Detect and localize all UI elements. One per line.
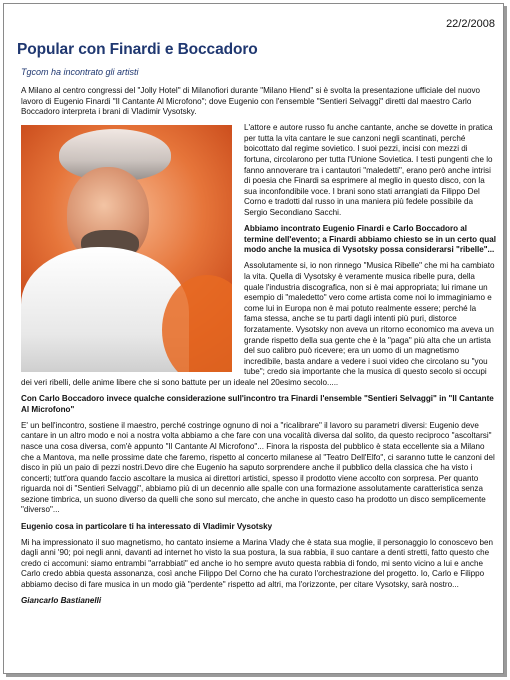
article-subtitle: Tgcom ha incontrato gli artisti bbox=[21, 67, 139, 77]
question-3: Eugenio cosa in particolare ti ha interessato di Vladimir Vysotsky bbox=[21, 521, 273, 531]
paragraph-vysotsky: L'attore e autore russo fu anche cantante, anche se dovette in pratica per tutta la vita cantare le sue canzoni negli scantinati, perché boicottato dal regime sovietico. I suoi pezzi, incisi con mezzi di fortuna, circolarono per tutta l'Unione Sovietica. I testi pungenti che lo fanno annoverare tra i cantautori "maledetti", erano però anche intrisi di poesia che Finardi sa esprimere al meglio in questo disco, con la sua inconfondibile voce. I brani sono stati arrangiati da Filippo Del Corno e tradotti dal russo in una maniera più fedele possibile da Sergio Secondiano Sacchi. bbox=[244, 123, 493, 218]
photo-shirt-shape bbox=[21, 247, 189, 372]
intro-paragraph: A Milano al centro congressi del "Jolly Hotel" di Milanofiori durante "Milano Hiend" si è svolta la presentazione ufficiale del nuovo lavoro di Eugenio Finardi "Il Cantante Al Microfono"; dove Eugenio con l'ensemble "Sentieri Selvaggi" diretti dal maestro Carlo Boccadoro interpreta i brani di Vladimir Vysotsky. bbox=[21, 86, 480, 117]
question-1: Abbiamo incontrato Eugenio Finardi e Carlo Boccadoro al termine dell'evento; a Finardi abbiamo chiesto se in un certo qual modo anche la musica di Vysotsky possa considerarsi "ribelle"... bbox=[244, 224, 496, 255]
article-date: 22/2/2008 bbox=[446, 18, 495, 30]
article-title: Popular con Finardi e Boccadoro bbox=[17, 41, 258, 58]
article-page bbox=[3, 3, 504, 674]
answer-1: Assolutamente si, io non rinnego "Musica Ribelle" che mi ha cambiato la vita. Quella di Vysotsky è veramente musica ribelle pura, della quale l'industria discografica, non si è mai appropriata; lui rimane un esempio di "maledetto" vero come artista come noi lo immaginiamo e come lui in Europa non è mai potuto realmente essere; perché la fama stessa, anche se tu parti dagli intenti più puri, distorce forzatamente. Vysotsky non aveva un ritorno economico ma aveva un grande rispetto della sua gente che è la "paga" più alta che un artista del suo calibro può ricevere; era un uomo di un magnetismo incredibile, basta andare a vedere i suoi video che circolano su "you tube"; credo sia importante che la musica di questo secolo si occupi dei veri ribelli, delle anime libere che si sono battute per un ideale nel 20esimo secolo..... bbox=[21, 261, 495, 387]
author-signature: Giancarlo Bastianelli bbox=[21, 596, 102, 606]
question-2: Con Carlo Boccadoro invece qualche considerazione sull'incontro tra Finardi l'ensemble "Sentieri Selvaggi" in "Il Cantante Al Microfono" bbox=[21, 394, 494, 414]
article-body bbox=[21, 86, 496, 612]
answer-3: Mi ha impressionato il suo magnetismo, ho cantato insieme a Marina Vlady che è stata sua moglie, il personaggio lo conoscevo ben dagli anni '90; poi negli anni, davanti ad internet ho visto la sua postura, la sua rabbia, il suo cantare a denti stretti, fatto questo che credo ci accomuni: siamo entrambi "arrabbiati" ed anche io ho sempre avuto questa rabbia di fondo, mi sento vicino a lui e anche Carlo credo abbia questa assonanza, così anche Filippo Del Corno che ha curato l'orchestrazione del progetto. Io, Carlo e Filippo abbiamo deciso di fare musica in un modo già "perdente" rispetto ad altri, ma l'orizzonte, per citare Vysotsky, sarà nostro... bbox=[21, 537, 493, 590]
artist-photo bbox=[21, 125, 232, 372]
answer-2: E' un bell'incontro, sostiene il maestro, perché costringe ognuno di noi a "ricalibrare" il lavoro su parametri diversi: Eugenio deve cantare in un altro modo e noi a nostra volta abbiamo a che fare con una vocalità diversa dal solito, da questo reciproco "ascoltarsi" nasce una cosa diversa, com'è appunto "Il Cantante Al Microfono"... Finora la risposta del pubblico è stata eccellente sia a Milano che a Mantova, ma nelle prossime date che faremo, rispetto al concerto milanese al "Teatro Dell'Elfo", ci saranno tutte le canzoni del disco in più un paio di pezzi nostri.Devo dire che Eugenio ha saputo sorprendere anche il pubblico della classica che ha visto i concerti; tutt'ora quando faccio ascoltare la musica ai direttori artistici, spesso il prodotto viene accolto con sorpresa. Per quanto riguarda noi di "Sentieri Selvaggi", abbiamo più di un decennio alle spalle con una formazione assolutamente caratteristica senza sezione timbrica, un suono diverso da quelli che sono sul mercato, che anche in questo caso ha prodotto un disco semplicemente "diverso"... bbox=[21, 420, 495, 515]
